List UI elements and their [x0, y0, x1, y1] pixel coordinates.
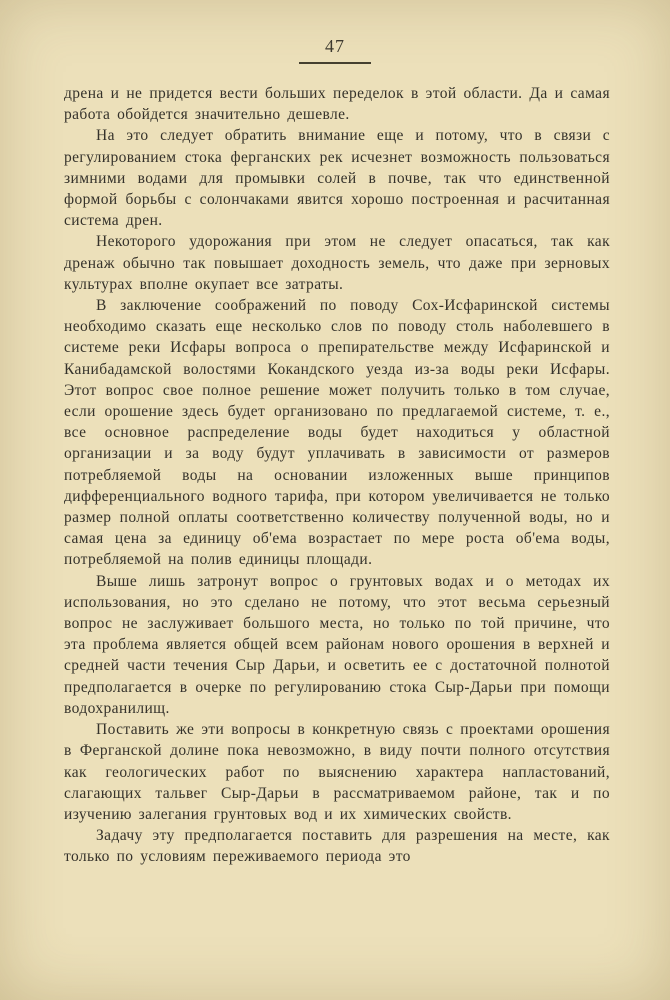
page-header [0, 36, 670, 64]
page-number-rule [299, 62, 371, 64]
paragraph: Выше лишь затронут вопрос о грунтовых водах и о методах их использования, но это сделано не потому, что этот весьма серьезный вопрос не заслуживает большого места, но только по той причине, что эта проблема является общей всем районам нового орошения в верхней и средней части течения Сыр Дарьи, и осветить ее с достаточной полнотой предполагается в очерке по регулированию стока Сыр-Дарьи при помощи водохранилищ. [64, 572, 610, 717]
paragraph: Задачу эту предполагается поставить для разрешения на месте, как только по условиям переживаемого периода это [64, 827, 610, 866]
paragraph: Некоторого удорожания при этом не следует опасаться, так как дренаж обычно так повышает доходность земель, что даже при зерновых культурах вполне окупает все затраты. [64, 233, 610, 293]
paragraph: В заключение соображений по поводу Сох-Исфаринской системы необходимо сказать еще несколько слов по поводу столь наболевшего в системе реки Исфары вопроса о препирательстве между Исфаринской и Канибадамской волостями Кокандского уезда из-за воды реки Исфары. Этот вопрос свое полное решение может получить только в том случае, если орошение здесь будет организовано по предлагаемой системе, т. е., все основное распределение воды будет находиться у областной организации и за воду будут уплачивать в зависимости от размеров потребляемой воды на основании изложенных выше принципов дифференциального водного тарифа, при котором увеличивается не только размер полной оплаты соответственно количеству полученной воды, но и самая цена за единицу об'ема возрастает по мере роста об'ема воды, потребляемой на полив единицы площади. [64, 297, 610, 569]
paragraph: дрена и не придется вести больших переделок в этой области. Да и самая работа обойдется значительно дешевле. [64, 85, 610, 124]
paragraph: Поставить же эти вопросы в конкретную связь с проектами орошения в Ферганской долине пока невозможно, в виду почти полного отсутствия как геологических работ по выяснению характера напластований, слагающих тальвег Сыр-Дарьи в рассматриваемом районе, так и по изучению залегания грунтовых вод и их химических свойств. [64, 721, 610, 823]
page-number: 47 [325, 36, 345, 56]
paragraph: На это следует обратить внимание еще и потому, что в связи с регулированием стока ферганских рек исчезнет возможность пользоваться зимними водами для промывки солей в почве, так что единственной формой борьбы с солончаками явится хорошо построенная и расчитанная система дрен. [64, 127, 610, 230]
body-text [64, 83, 610, 868]
